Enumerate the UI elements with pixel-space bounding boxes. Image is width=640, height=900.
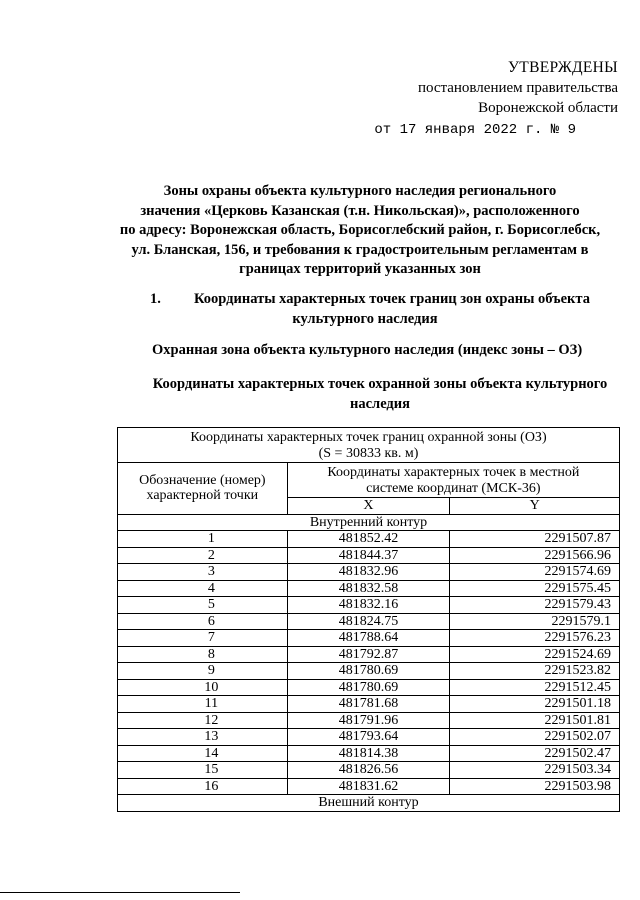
y-coordinate-cell: 2291502.47 <box>450 745 620 762</box>
y-coordinate-cell: 2291576.23 <box>450 630 620 647</box>
y-coordinate-cell: 2291503.34 <box>450 762 620 779</box>
y-coordinate-cell: 2291523.82 <box>450 663 620 680</box>
table-row <box>118 778 620 795</box>
table-row <box>118 663 620 680</box>
x-coordinate-cell: 481791.96 <box>287 712 450 729</box>
x-coordinate-cell: 481832.96 <box>287 564 450 581</box>
y-coordinate-cell: 2291501.81 <box>450 712 620 729</box>
y-coordinate-cell: 2291502.07 <box>450 729 620 746</box>
point-number-cell: 9 <box>118 663 288 680</box>
approval-title: УТВЕРЖДЕНЫ <box>508 59 618 76</box>
outer-contour-row <box>118 795 620 812</box>
point-number-cell: 12 <box>118 712 288 729</box>
point-number-cell: 7 <box>118 630 288 647</box>
point-number-cell: 15 <box>118 762 288 779</box>
table-row <box>118 712 620 729</box>
y-coordinate-cell: 2291579.43 <box>450 597 620 614</box>
table-row <box>118 531 620 548</box>
section-number: 1. <box>150 291 161 307</box>
document-heading <box>100 182 620 280</box>
table-row <box>118 564 620 581</box>
header-coords-line-1: Координаты характерных точек в местной <box>327 465 580 480</box>
heading-line-1: Зоны охраны объекта культурного наследия регионального <box>163 183 557 199</box>
point-number-cell: 4 <box>118 580 288 597</box>
approval-date: от 17 января 2022 г. № 9 <box>374 122 576 138</box>
x-coordinate-cell: 481788.64 <box>287 630 450 647</box>
approval-block <box>374 58 618 140</box>
x-coordinate-cell: 481792.87 <box>287 646 450 663</box>
point-number-cell: 2 <box>118 547 288 564</box>
table-caption-line-2: (S = 30833 кв. м) <box>318 445 419 461</box>
table-row <box>118 646 620 663</box>
heading-line-5: границах территорий указанных зон <box>239 261 481 277</box>
x-coordinate-cell: 481814.38 <box>287 745 450 762</box>
point-number-cell: 10 <box>118 679 288 696</box>
approval-line-1: постановлением правительства <box>417 80 618 96</box>
table-row <box>118 597 620 614</box>
inner-contour-row <box>118 514 620 531</box>
x-coordinate-cell: 481780.69 <box>287 679 450 696</box>
point-number-cell: 13 <box>118 729 288 746</box>
table-caption-row <box>118 428 620 463</box>
x-coordinate-cell: 481826.56 <box>287 762 450 779</box>
header-coordinates <box>287 463 619 498</box>
y-coordinate-cell: 2291507.87 <box>450 531 620 548</box>
table-row <box>118 745 620 762</box>
x-coordinate-cell: 481831.62 <box>287 778 450 795</box>
table-row <box>118 547 620 564</box>
y-coordinate-cell: 2291579.1 <box>450 613 620 630</box>
point-number-cell: 3 <box>118 564 288 581</box>
point-number-cell: 14 <box>118 745 288 762</box>
table-row <box>118 696 620 713</box>
x-coordinate-cell: 481844.37 <box>287 547 450 564</box>
table-row <box>118 762 620 779</box>
x-coordinate-cell: 481824.75 <box>287 613 450 630</box>
point-number-cell: 5 <box>118 597 288 614</box>
point-number-cell: 16 <box>118 778 288 795</box>
table-row <box>118 630 620 647</box>
outer-contour-label: Внешний контур <box>118 795 620 812</box>
table-header-row <box>118 463 620 498</box>
table-caption <box>118 428 620 463</box>
y-coordinate-cell: 2291574.69 <box>450 564 620 581</box>
table-caption-line-1: Координаты характерных точек границ охранной зоны (ОЗ) <box>190 430 547 445</box>
y-coordinate-cell: 2291524.69 <box>450 646 620 663</box>
section-line-2: культурного наследия <box>292 310 438 327</box>
point-number-cell: 6 <box>118 613 288 630</box>
header-point-line-2: характерной точки <box>146 488 259 504</box>
table-row <box>118 580 620 597</box>
x-coordinate-cell: 481832.16 <box>287 597 450 614</box>
section-1-heading <box>150 290 620 329</box>
point-number-cell: 11 <box>118 696 288 713</box>
heading-line-3: по адресу: Воронежская область, Борисоглебский район, г. Борисоглебск, <box>119 222 601 238</box>
x-coordinate-cell: 481793.64 <box>287 729 450 746</box>
coordinates-table <box>117 427 620 812</box>
inner-contour-label: Внутренний контур <box>118 514 620 531</box>
x-coordinate-cell: 481781.68 <box>287 696 450 713</box>
coords-title-line-1: Координаты характерных точек охранной зоны объекта культурного <box>152 376 608 392</box>
y-coordinate-cell: 2291566.96 <box>450 547 620 564</box>
y-coordinate-cell: 2291575.45 <box>450 580 620 597</box>
coords-title-line-2: наследия <box>350 395 410 412</box>
table-row <box>118 729 620 746</box>
heading-line-4: ул. Бланская, 156, и требования к градостроительным регламентам в <box>131 241 589 258</box>
header-y: Y <box>450 498 620 515</box>
x-coordinate-cell: 481852.42 <box>287 531 450 548</box>
point-number-cell: 1 <box>118 531 288 548</box>
point-number-cell: 8 <box>118 646 288 663</box>
zone-title: Охранная зона объекта культурного наследия (индекс зоны – ОЗ) <box>152 342 583 358</box>
y-coordinate-cell: 2291503.98 <box>450 778 620 795</box>
table-row <box>118 679 620 696</box>
coords-title <box>140 375 620 414</box>
approval-line-2: Воронежской области <box>478 100 618 116</box>
y-coordinate-cell: 2291512.45 <box>450 679 620 696</box>
header-point-designation <box>118 463 288 515</box>
header-x: X <box>287 498 450 515</box>
table-row <box>118 613 620 630</box>
header-coords-line-2: системе координат (МСК-36) <box>366 480 541 496</box>
x-coordinate-cell: 481780.69 <box>287 663 450 680</box>
footer-rule <box>0 892 240 893</box>
header-point-line-1: Обозначение (номер) <box>139 472 266 488</box>
section-line-1: Координаты характерных точек границ зон охраны объекта <box>194 291 590 307</box>
heading-line-2: значения «Церковь Казанская (т.н. Никольская)», расположенного <box>140 202 580 219</box>
x-coordinate-cell: 481832.58 <box>287 580 450 597</box>
y-coordinate-cell: 2291501.18 <box>450 696 620 713</box>
